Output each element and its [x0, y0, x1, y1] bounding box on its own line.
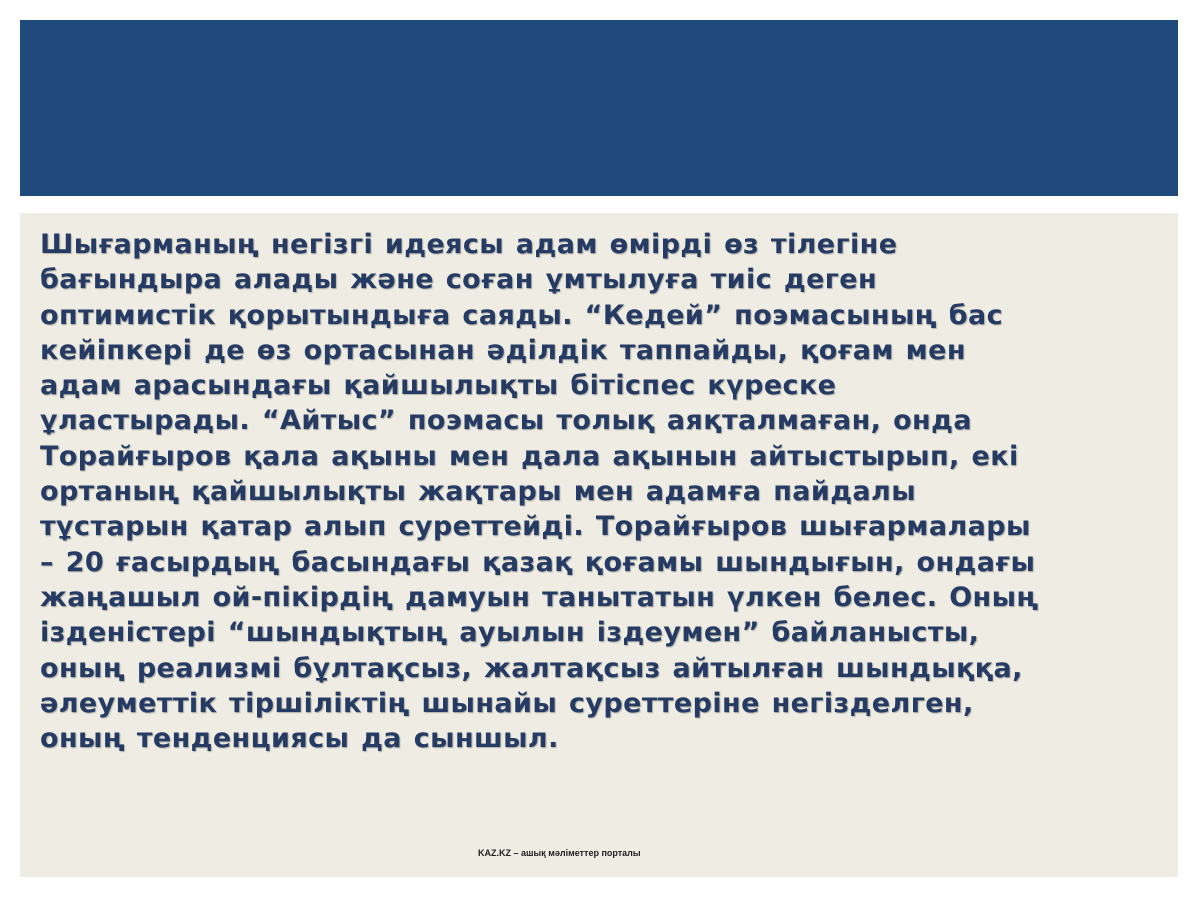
body-line: оптимистік қорытындыға саяды. “Кедей” поэмасының бас	[40, 299, 1004, 331]
body-line: ортаның қайшылықты жақтары мен адамға пайдалы	[40, 476, 917, 508]
body-line: – 20 ғасырдың басындағы қазақ қоғамы шындығын, ондағы	[40, 546, 1036, 578]
body-line: оның тенденциясы да сыншыл.	[40, 723, 559, 755]
body-line: кейіпкері де өз ортасынан әділдік таппайды, қоғам мен	[40, 334, 966, 366]
body-line: адам арасындағы қайшылықты бітіспес күреске	[40, 370, 837, 402]
slide-title-band	[20, 20, 1178, 196]
body-line: ізденістері “шындықтың ауылын іздеумен” байланысты,	[40, 617, 980, 649]
body-line: әлеуметтік тіршіліктің шынайы суреттеріне негізделген,	[40, 687, 974, 719]
body-line: бағындыра алады және соған ұмтылуға тиіс деген	[40, 264, 878, 296]
body-line: жаңашыл ой-пікірдің дамуын танытатын үлкен белес. Оның	[40, 581, 1039, 613]
body-line: Торайғыров қала ақыны мен дала ақынын айтыстырып, екі	[40, 440, 1019, 472]
body-line: тұстарын қатар алып суреттейді. Торайғыров шығармалары	[40, 511, 1031, 543]
slide-footer-source: KAZ.KZ – ашық мәліметтер порталы	[478, 848, 641, 858]
body-line: Шығарманың негізгі идеясы адам өмірді өз тілегіне	[40, 229, 898, 260]
body-line: оның реализмі бұлтақсыз, жалтақсыз айтылған шындыққа,	[40, 652, 1023, 684]
slide-body-text	[40, 227, 1170, 756]
body-line: ұластырады. “Айтыс” поэмасы толық аяқталмаған, онда	[40, 405, 972, 437]
